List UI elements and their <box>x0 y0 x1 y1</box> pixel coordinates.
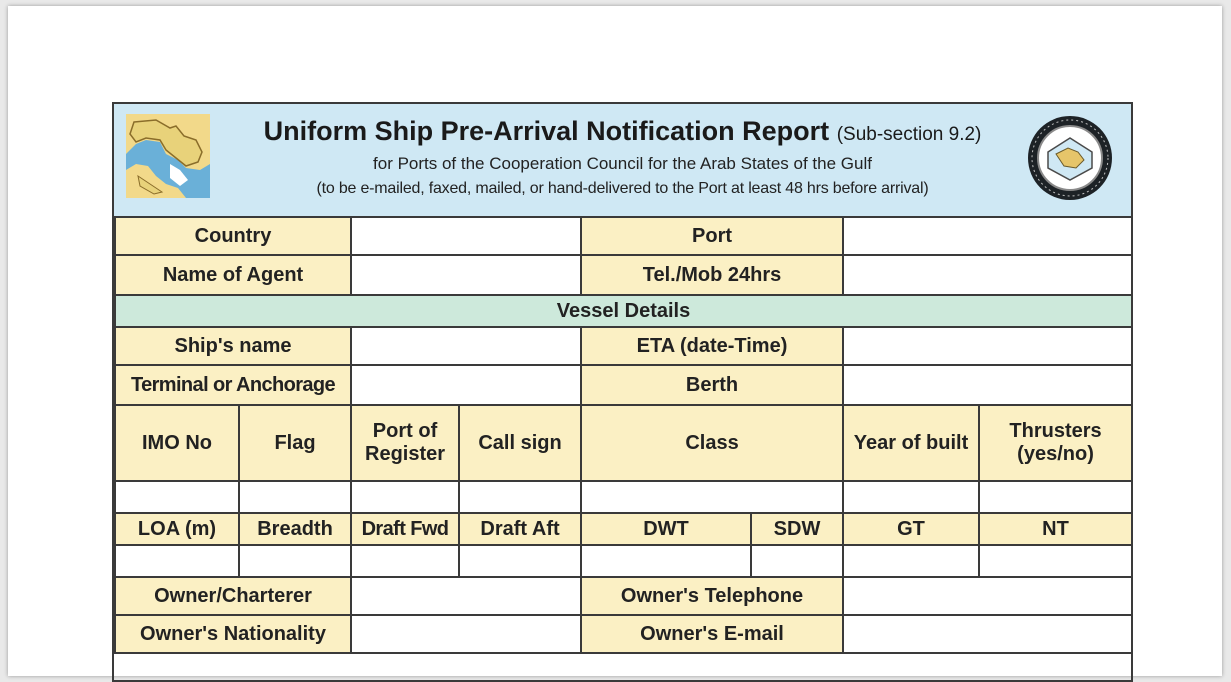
tel-mob-field[interactable] <box>843 255 1132 295</box>
owner-charterer-field[interactable] <box>351 577 581 615</box>
port-field[interactable] <box>843 217 1132 255</box>
gcc-seal-icon <box>1026 114 1114 202</box>
loa-label: LOA (m) <box>115 513 239 545</box>
draft-aft-field[interactable] <box>459 545 581 577</box>
owners-nationality-label: Owner's Nationality <box>115 615 351 653</box>
owners-nationality-field[interactable] <box>351 615 581 653</box>
owners-telephone-field[interactable] <box>843 577 1132 615</box>
form-instructions: (to be e-mailed, faxed, mailed, or hand-delivered to the Port at least 48 hrs before arrival) <box>316 180 929 197</box>
ships-name-label: Ship's name <box>115 327 351 365</box>
year-of-built-field[interactable] <box>843 481 979 513</box>
form-subtitle: for Ports of the Cooperation Council for the Arab States of the Gulf <box>373 154 872 173</box>
terminal-label: Terminal or Anchorage <box>115 365 351 405</box>
draft-fwd-label: Draft Fwd <box>351 513 459 545</box>
agent-name-field[interactable] <box>351 255 581 295</box>
pre-arrival-form <box>112 102 1133 682</box>
owners-email-field[interactable] <box>843 615 1132 653</box>
port-label: Port <box>581 217 843 255</box>
nt-field[interactable] <box>979 545 1132 577</box>
berth-label: Berth <box>581 365 843 405</box>
table-row <box>115 577 1132 615</box>
draft-fwd-field[interactable] <box>351 545 459 577</box>
owners-email-label: Owner's E-mail <box>581 615 843 653</box>
draft-aft-label: Draft Aft <box>459 513 581 545</box>
class-field[interactable] <box>581 481 843 513</box>
owner-charterer-label: Owner/Charterer <box>115 577 351 615</box>
berth-field[interactable] <box>843 365 1132 405</box>
country-label: Country <box>115 217 351 255</box>
form-title <box>114 116 1131 147</box>
breadth-field[interactable] <box>239 545 351 577</box>
imo-no-label: IMO No <box>115 405 239 481</box>
subsection-text: (Sub-section 9.2) <box>836 124 982 145</box>
table-row <box>115 405 1132 481</box>
port-of-register-field[interactable] <box>351 481 459 513</box>
imo-no-field[interactable] <box>115 481 239 513</box>
call-sign-field[interactable] <box>459 481 581 513</box>
eta-label: ETA (date-Time) <box>581 327 843 365</box>
document-page <box>8 6 1222 676</box>
owners-telephone-label: Owner's Telephone <box>581 577 843 615</box>
eta-field[interactable] <box>843 327 1132 365</box>
class-label: Class <box>581 405 843 481</box>
sdw-label: SDW <box>751 513 843 545</box>
port-of-register-label: Port of Register <box>351 405 459 481</box>
thrusters-field[interactable] <box>979 481 1132 513</box>
table-row <box>115 615 1132 653</box>
flag-field[interactable] <box>239 481 351 513</box>
ships-name-field[interactable] <box>351 327 581 365</box>
table-row <box>115 295 1132 327</box>
thrusters-label: Thrusters (yes/no) <box>979 405 1132 481</box>
sdw-field[interactable] <box>751 545 843 577</box>
gt-label: GT <box>843 513 979 545</box>
table-row <box>115 481 1132 513</box>
flag-label: Flag <box>239 405 351 481</box>
title-text: Uniform Ship Pre-Arrival Notification Report <box>263 116 830 146</box>
gt-field[interactable] <box>843 545 979 577</box>
table-row <box>115 513 1132 545</box>
form-header <box>114 104 1131 218</box>
tel-mob-label: Tel./Mob 24hrs <box>581 255 843 295</box>
loa-field[interactable] <box>115 545 239 577</box>
table-row <box>115 327 1132 365</box>
dwt-label: DWT <box>581 513 751 545</box>
table-row <box>115 545 1132 577</box>
nt-label: NT <box>979 513 1132 545</box>
dwt-field[interactable] <box>581 545 751 577</box>
vessel-details-section-header: Vessel Details <box>115 295 1132 327</box>
call-sign-label: Call sign <box>459 405 581 481</box>
table-row <box>115 255 1132 295</box>
breadth-label: Breadth <box>239 513 351 545</box>
form-table <box>114 216 1133 654</box>
agent-name-label: Name of Agent <box>115 255 351 295</box>
terminal-field[interactable] <box>351 365 581 405</box>
table-row <box>115 217 1132 255</box>
year-of-built-label: Year of built <box>843 405 979 481</box>
table-row <box>115 365 1132 405</box>
country-field[interactable] <box>351 217 581 255</box>
